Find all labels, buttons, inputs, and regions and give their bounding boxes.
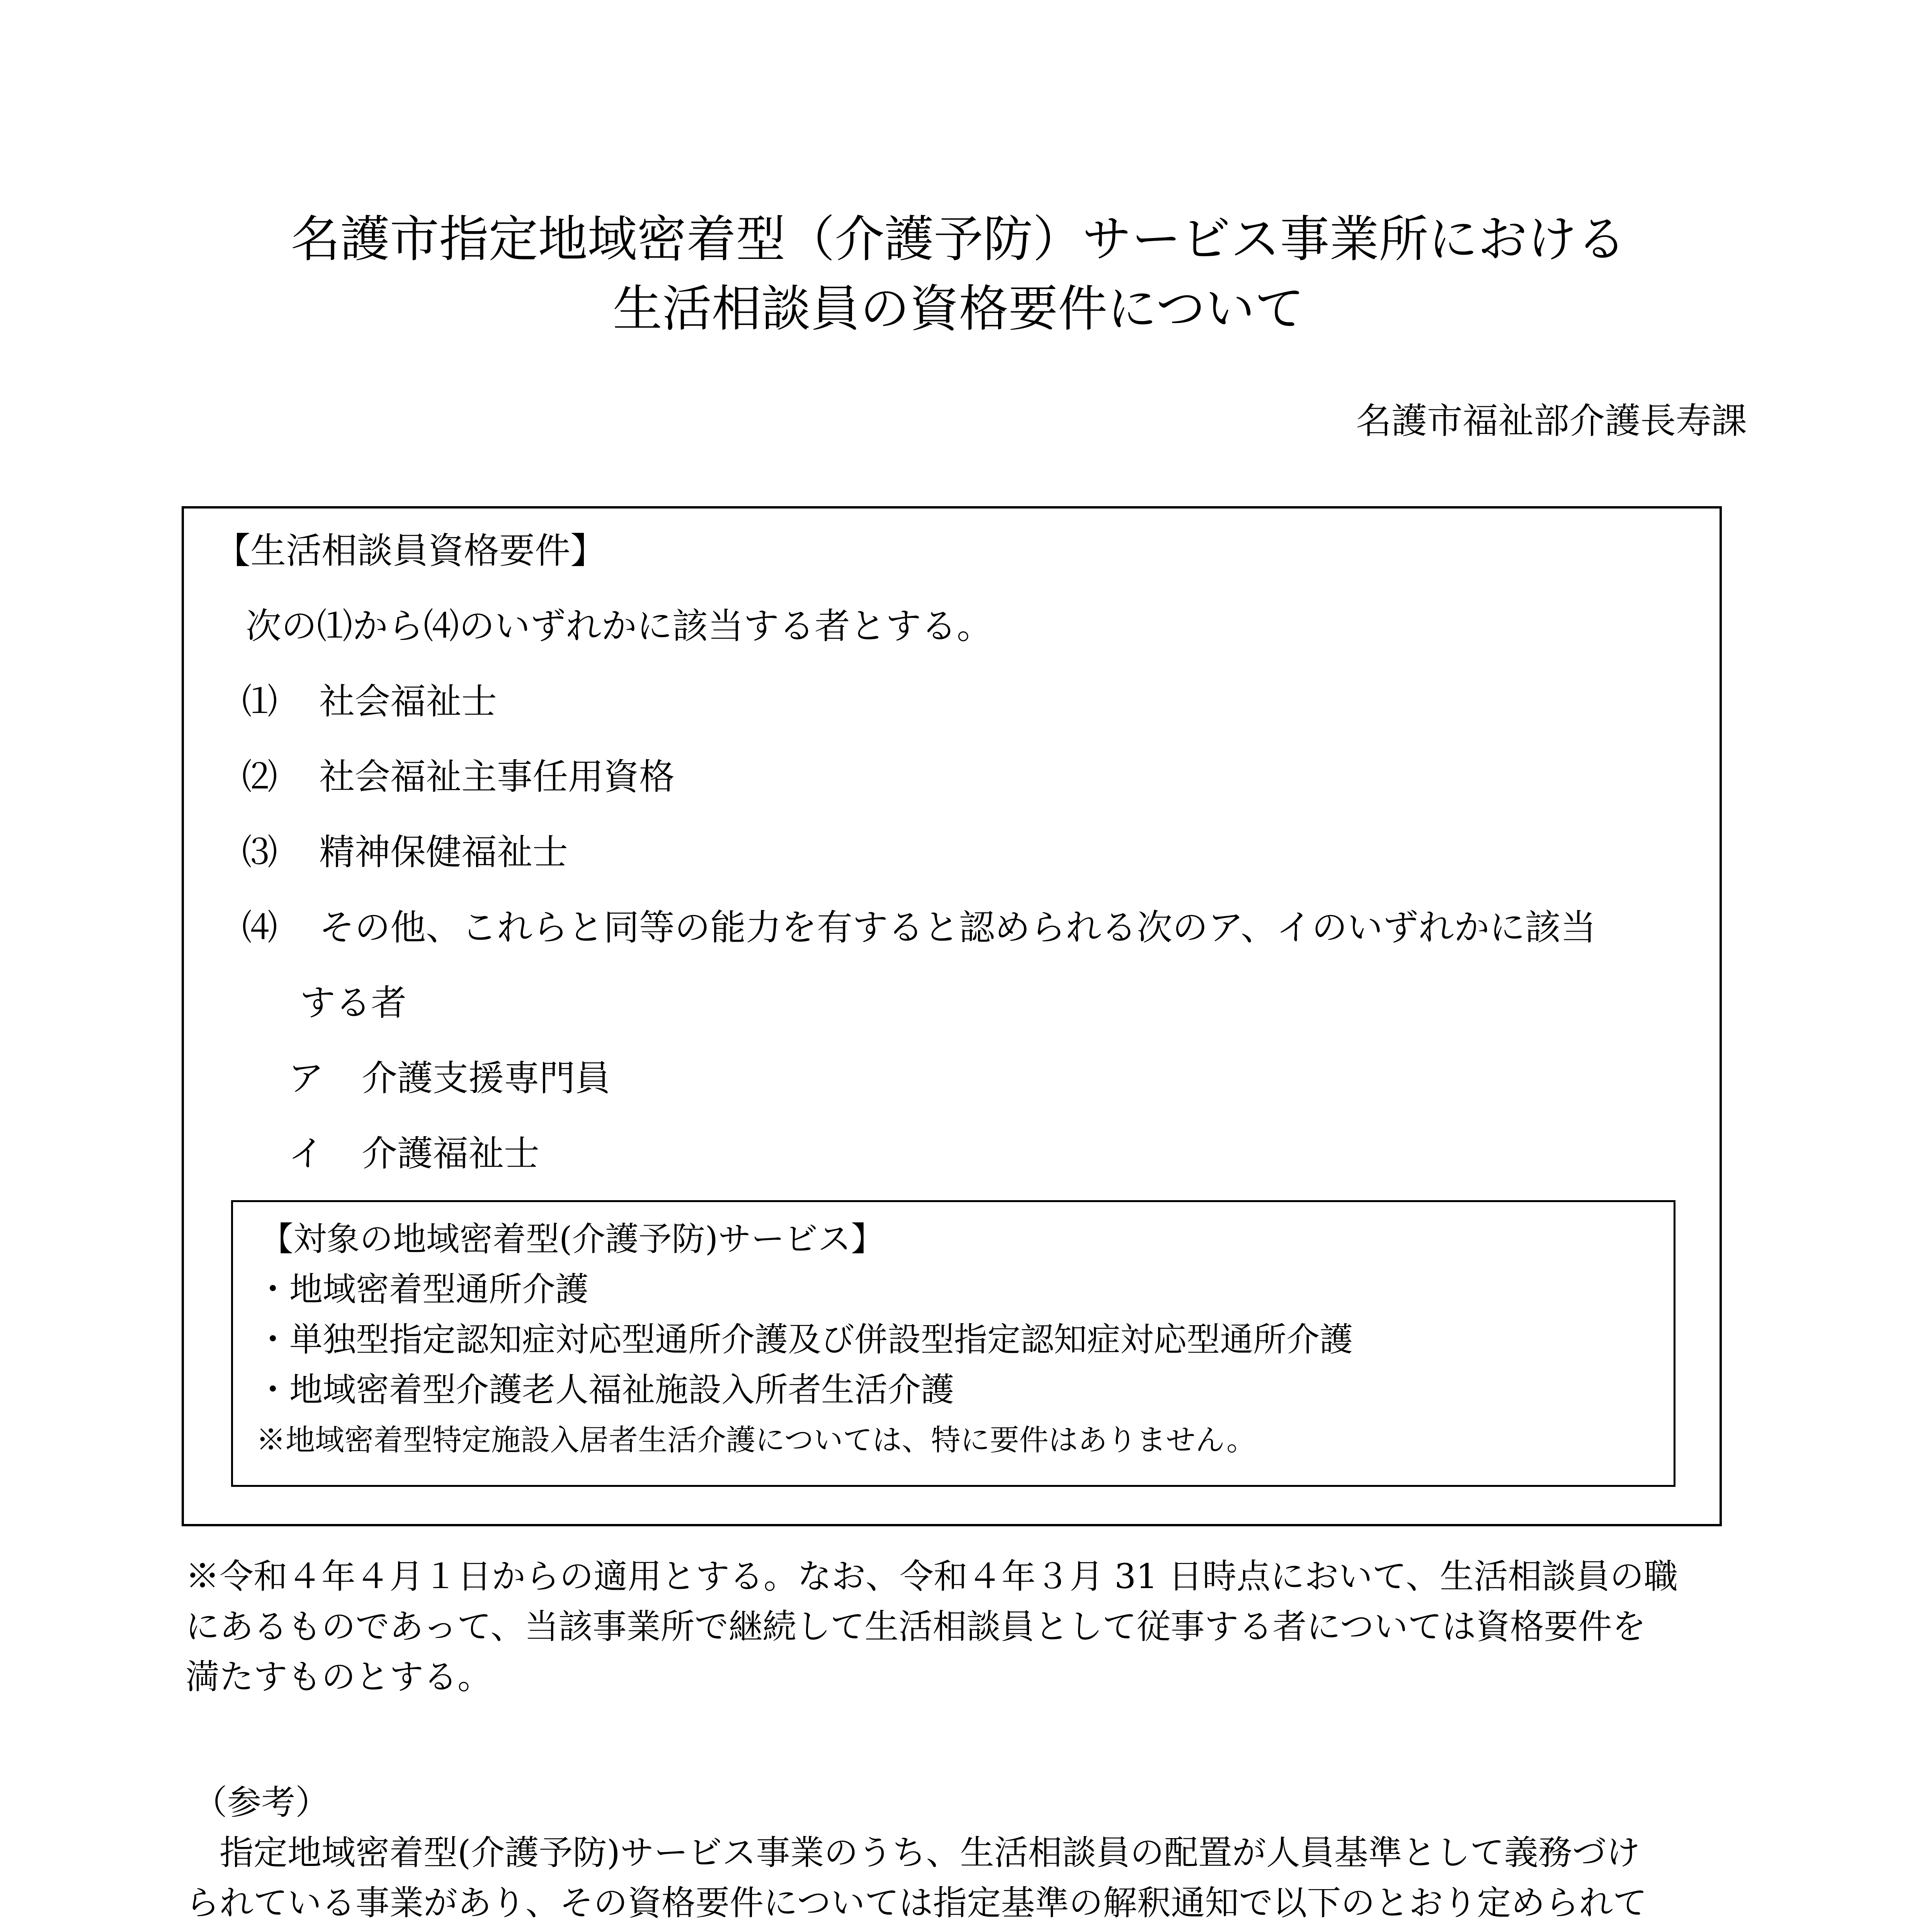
requirement-item-2: 社会福祉主事任用資格 <box>319 756 675 798</box>
requirement-item-4-continued: する者 <box>300 982 407 1024</box>
requirements-heading: 【生活相談員資格要件】 <box>215 530 606 571</box>
requirement-item-3-number: ⑶ <box>242 832 278 873</box>
requirement-item-1: 社会福祉士 <box>319 681 497 722</box>
reference-body-line2: られている事業があり、その資格要件については指定基準の解釈通知で以下のとおり定められて <box>185 1883 1647 1923</box>
requirements-intro: 次の⑴から⑷のいずれかに該当する者とする。 <box>246 605 993 647</box>
reference-body-line3 <box>185 1928 319 1932</box>
requirement-subitem-a: 介護支援専門員 <box>362 1058 611 1099</box>
requirement-item-4: その他、これらと同等の能力を有すると認められる次のア、イのいずれかに該当 <box>319 907 1596 948</box>
requirement-subitem-a-label: ア <box>288 1058 324 1099</box>
target-service-item-1: ・地域密着型通所介護 <box>256 1270 589 1309</box>
reference-heading: （参考） <box>193 1782 330 1822</box>
issuing-department: 名護市福祉部介護長寿課 <box>1356 400 1747 442</box>
target-services-box <box>231 1200 1675 1487</box>
transition-note-line2: にあるものであって、当該事業所で継続して生活相談員として従事する者については資格要件を <box>185 1607 1646 1646</box>
target-services-note: ※地域密着型特定施設入居者生活介護については、特に要件はありません。 <box>256 1423 1256 1457</box>
reference-body-line1: 指定地域密着型(介護予防)サービス事業のうち、生活相談員の配置が人員基準として義務づけ <box>185 1833 1640 1872</box>
target-services-heading: 【対象の地域密着型(介護予防)サービス】 <box>260 1220 885 1259</box>
requirement-item-1-number: ⑴ <box>242 681 278 722</box>
requirement-item-3: 精神保健福祉士 <box>319 832 568 873</box>
transition-note-line3: 満たすものとする。 <box>185 1657 492 1697</box>
target-service-item-3: ・地域密着型介護老人福祉施設入所者生活介護 <box>256 1371 954 1409</box>
requirement-subitem-b-label: イ <box>288 1133 324 1174</box>
document-title-line1: 名護市指定地域密着型（介護予防）サービス事業所における <box>291 211 1626 268</box>
requirements-box <box>182 506 1722 1526</box>
requirement-item-4-number: ⑷ <box>242 907 278 948</box>
requirement-item-2-number: ⑵ <box>242 756 278 798</box>
document-title-line2: 生活相談員の資格要件について <box>612 280 1305 338</box>
target-service-item-2: ・単独型指定認知症対応型通所介護及び併設型指定認知症対応型通所介護 <box>256 1320 1353 1359</box>
transition-note-line1: ※令和４年４月１日からの適用とする。なお、令和４年３月 31 日時点において、生活相談員の職 <box>185 1556 1678 1596</box>
requirement-subitem-b: 介護福祉士 <box>362 1133 540 1174</box>
